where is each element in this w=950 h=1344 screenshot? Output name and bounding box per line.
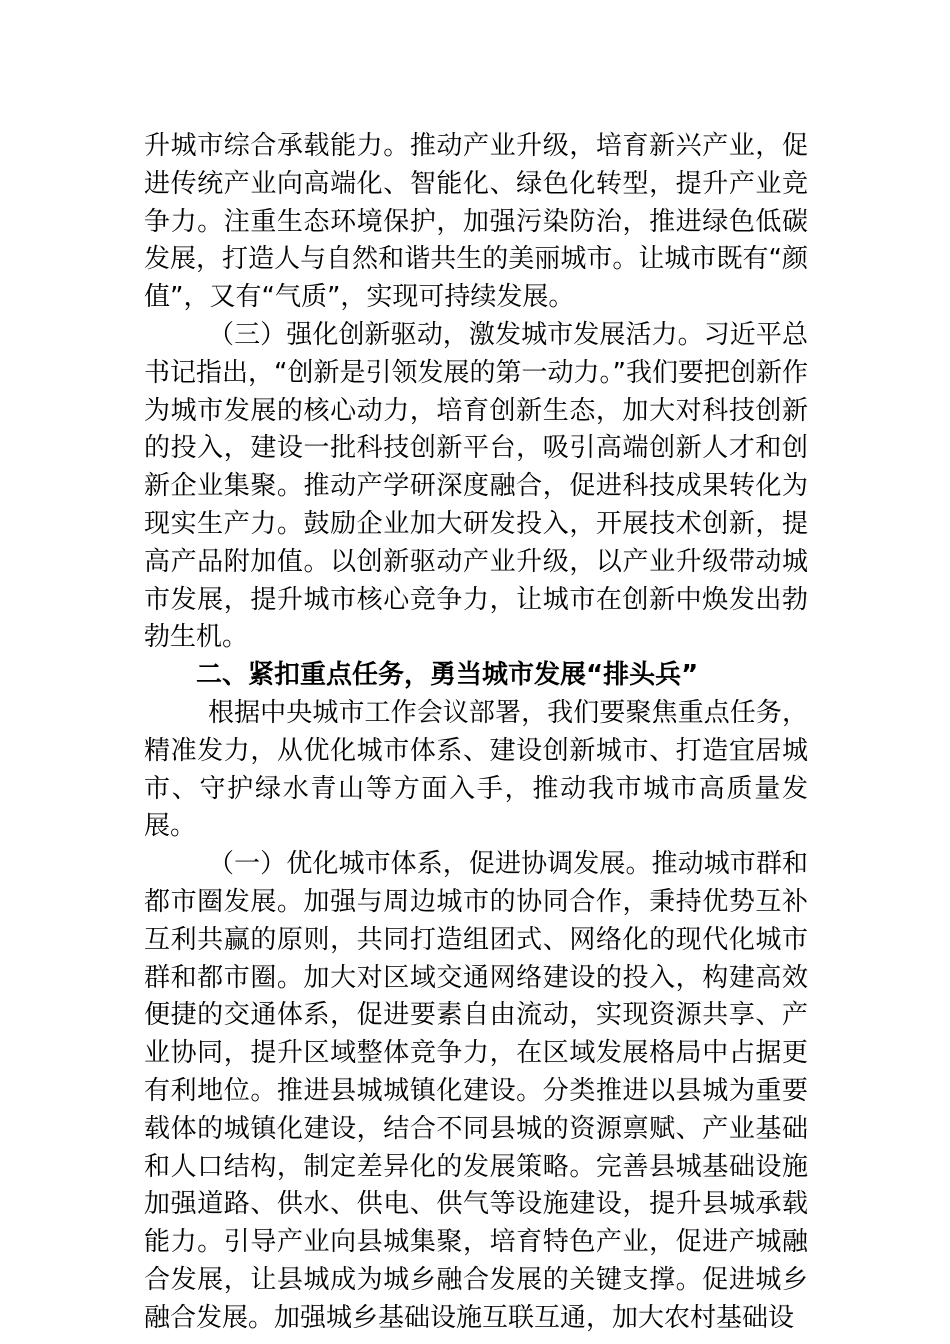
paragraph-continuation: 升城市综合承载能力。推动产业升级，培育新兴产业，促进传统产业向高端化、智能化、绿色化转型，提升产业竞争力。注重生态环境保护，加强污染防治，推进绿色低碳发展，打造人与自然和谐共生的美丽城市。让城市既有“颜值”，又有“气质”，实现可持续发展。: [144, 131, 808, 313]
document-body: [144, 128, 808, 1338]
paragraph-innovation-drive: （三）强化创新驱动，激发城市发展活力。习近平总书记指出，“创新是引领发展的第一动力。”我们要把创新作为城市发展的核心动力，培育创新生态，加大对科技创新的投入，建设一批科技创新平台，吸引高端创新人才和创新企业集聚。推动产学研深度融合，促进科技成果转化为现实生产力。鼓励企业加大研发投入，开展技术创新，提高产品附加值。以创新驱动产业升级，以产业升级带动城市发展，提升城市核心竞争力，让城市在创新中焕发出勃勃生机。: [144, 319, 808, 653]
section-heading: 二、紧扣重点任务，勇当城市发展“排头兵”: [196, 660, 699, 691]
paragraph-key-tasks: 根据中央城市工作会议部署，我们要聚焦重点任务，精准发力，从优化城市体系、建设创新城市、打造宜居城市、守护绿水青山等方面入手，推动我市城市高质量发展。: [144, 697, 808, 842]
paragraph-optimize-city-system: （一）优化城市体系，促进协调发展。推动城市群和都市圈发展。加强与周边城市的协同合作，秉持优势互补互利共赢的原则，共同打造组团式、网络化的现代化城市群和都市圈。加大对区域交通网络建设的投入，构建高效便捷的交通体系，促进要素自由流动，实现资源共享、产业协同，提升区域整体竞争力，在区域发展格局中占据更有利地位。推进县城城镇化建设。分类推进以县城为重要载体的城镇化建设，结合不同县城的资源禀赋、产业基础和人口结构，制定差异化的发展策略。完善县城基础设施加强道路、供水、供电、供气等设施建设，提升县城承载能力。引导产业向县城集聚，培育特色产业，促进产城融合发展，让县城成为城乡融合发展的关键支撑。促进城乡融合发展。加强城乡基础设施互联互通，加大农村基础设: [144, 849, 808, 1333]
